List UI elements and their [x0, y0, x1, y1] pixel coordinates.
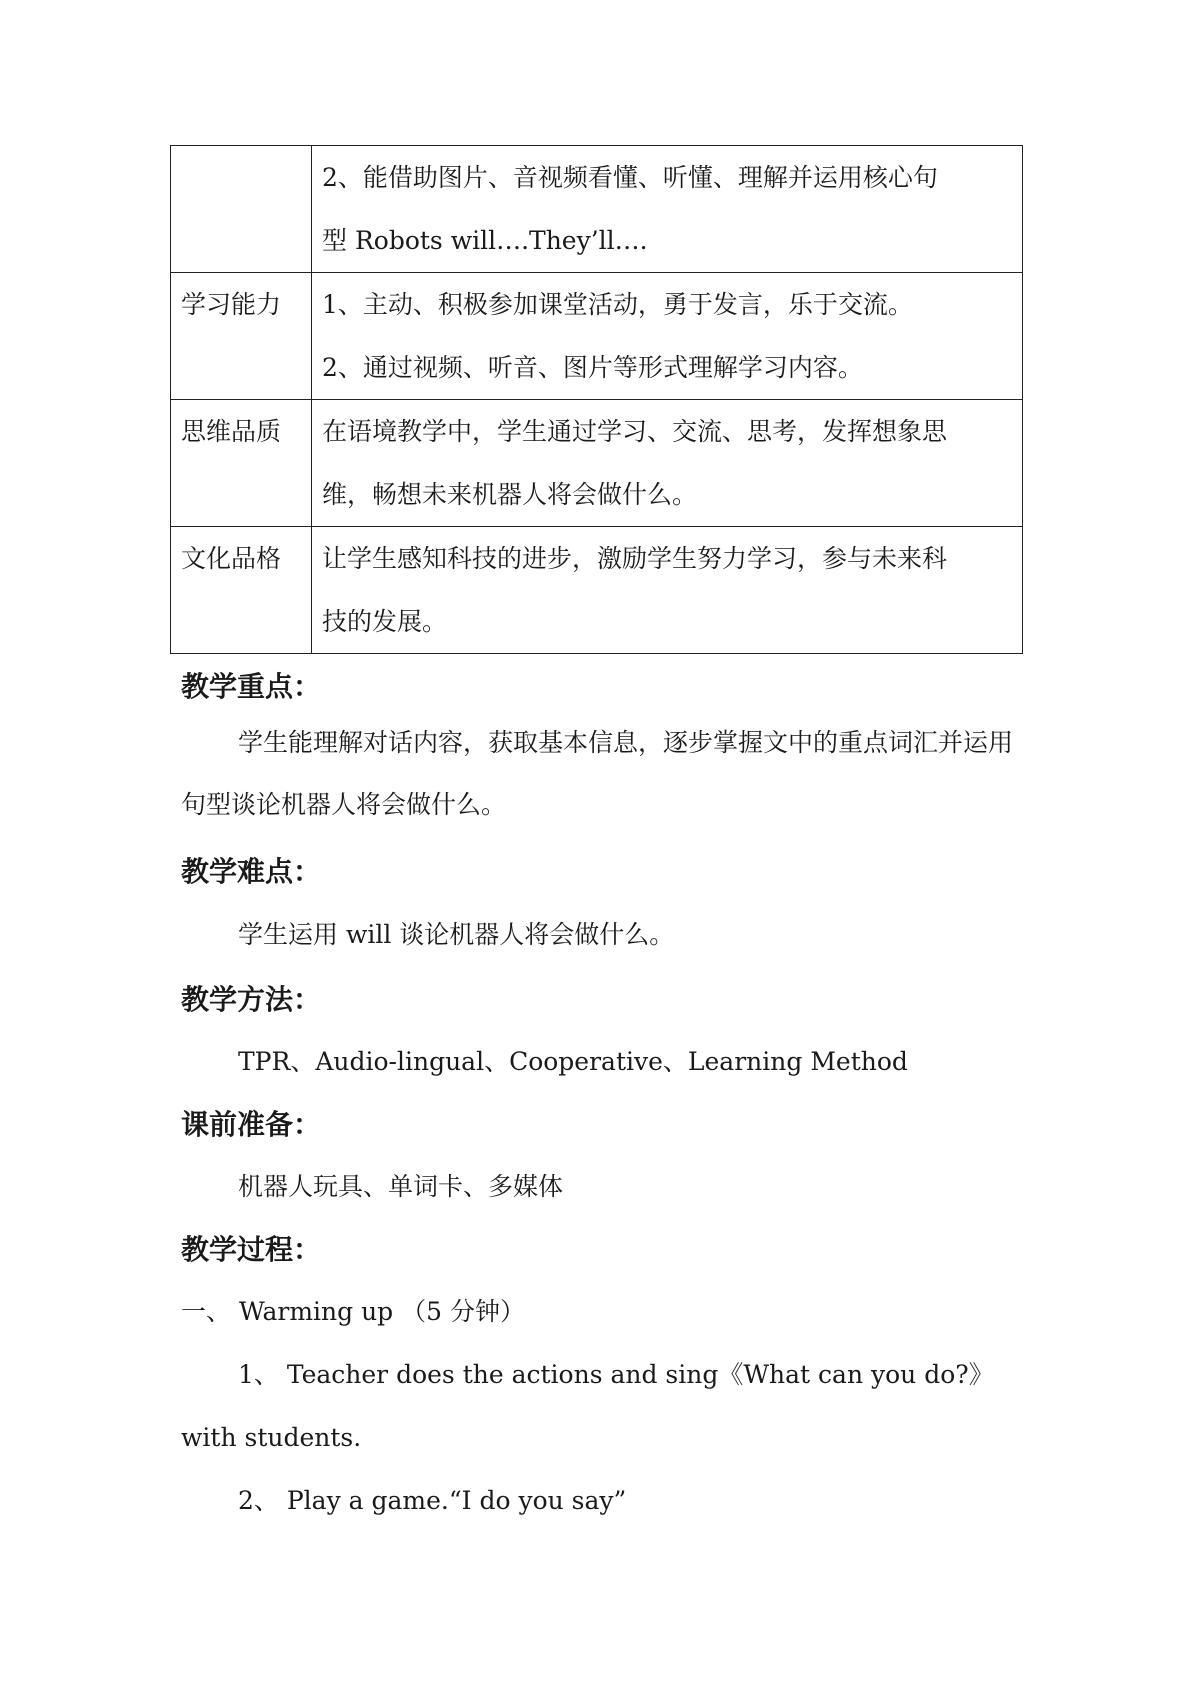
row-content-line: 技的发展。: [322, 607, 448, 636]
section-heading-difficulties: 教学难点：: [181, 855, 322, 888]
section-heading-process: 教学过程：: [181, 1233, 322, 1266]
row-content: [312, 273, 1023, 400]
row-content: [312, 527, 1023, 654]
table-row: [171, 400, 1023, 527]
section-heading-key-points: 教学重点：: [181, 670, 322, 703]
row-label: [171, 146, 312, 273]
row-content-line: 维，畅想未来机器人将会做什么。: [322, 480, 698, 509]
preparation-text: 机器人玩具、单词卡、多媒体: [238, 1172, 564, 1201]
objectives-table: [170, 145, 1023, 654]
section-heading-methods: 教学方法：: [181, 983, 322, 1016]
row-content-line: 型 Robots will….They’ll….: [322, 226, 648, 255]
key-points-text: 学生能理解对话内容，获取基本信息，逐步掌握文中的重点词汇并运用句型谈论机器人将会做什么。: [181, 728, 1014, 819]
table-row: [171, 273, 1023, 400]
methods-text: TPR、Audio-lingual、Cooperative、Learning Method: [238, 1047, 908, 1076]
row-content-line: 2、通过视频、听音、图片等形式理解学习内容。: [322, 353, 863, 382]
difficulties-text: 学生运用 will 谈论机器人将会做什么。: [238, 920, 675, 949]
row-label: 学习能力: [171, 273, 312, 400]
row-label: 文化品格: [171, 527, 312, 654]
row-content-line: 在语境教学中，学生通过学习、交流、思考，发挥想象思: [322, 417, 948, 446]
table-row: [171, 146, 1023, 273]
section-heading-preparation: 课前准备：: [181, 1108, 322, 1141]
process-item-1-line-1: 1、 Teacher does the actions and sing《What can you do?》: [238, 1360, 994, 1389]
row-content-line: 2、能借助图片、音视频看懂、听懂、理解并运用核心句: [322, 163, 938, 192]
row-content-line: 1、主动、积极参加课堂活动，勇于发言，乐于交流。: [322, 290, 913, 319]
row-content: [312, 400, 1023, 527]
row-label: 思维品质: [171, 400, 312, 527]
row-content: [312, 146, 1023, 273]
process-item-2: 2、 Play a game.“I do you say”: [238, 1486, 627, 1515]
process-item-1-line-2: with students.: [181, 1423, 362, 1452]
table-row: [171, 527, 1023, 654]
process-step-title: 一、 Warming up （5 分钟）: [181, 1297, 525, 1326]
row-content-line: 让学生感知科技的进步，激励学生努力学习，参与未来科: [322, 544, 948, 573]
